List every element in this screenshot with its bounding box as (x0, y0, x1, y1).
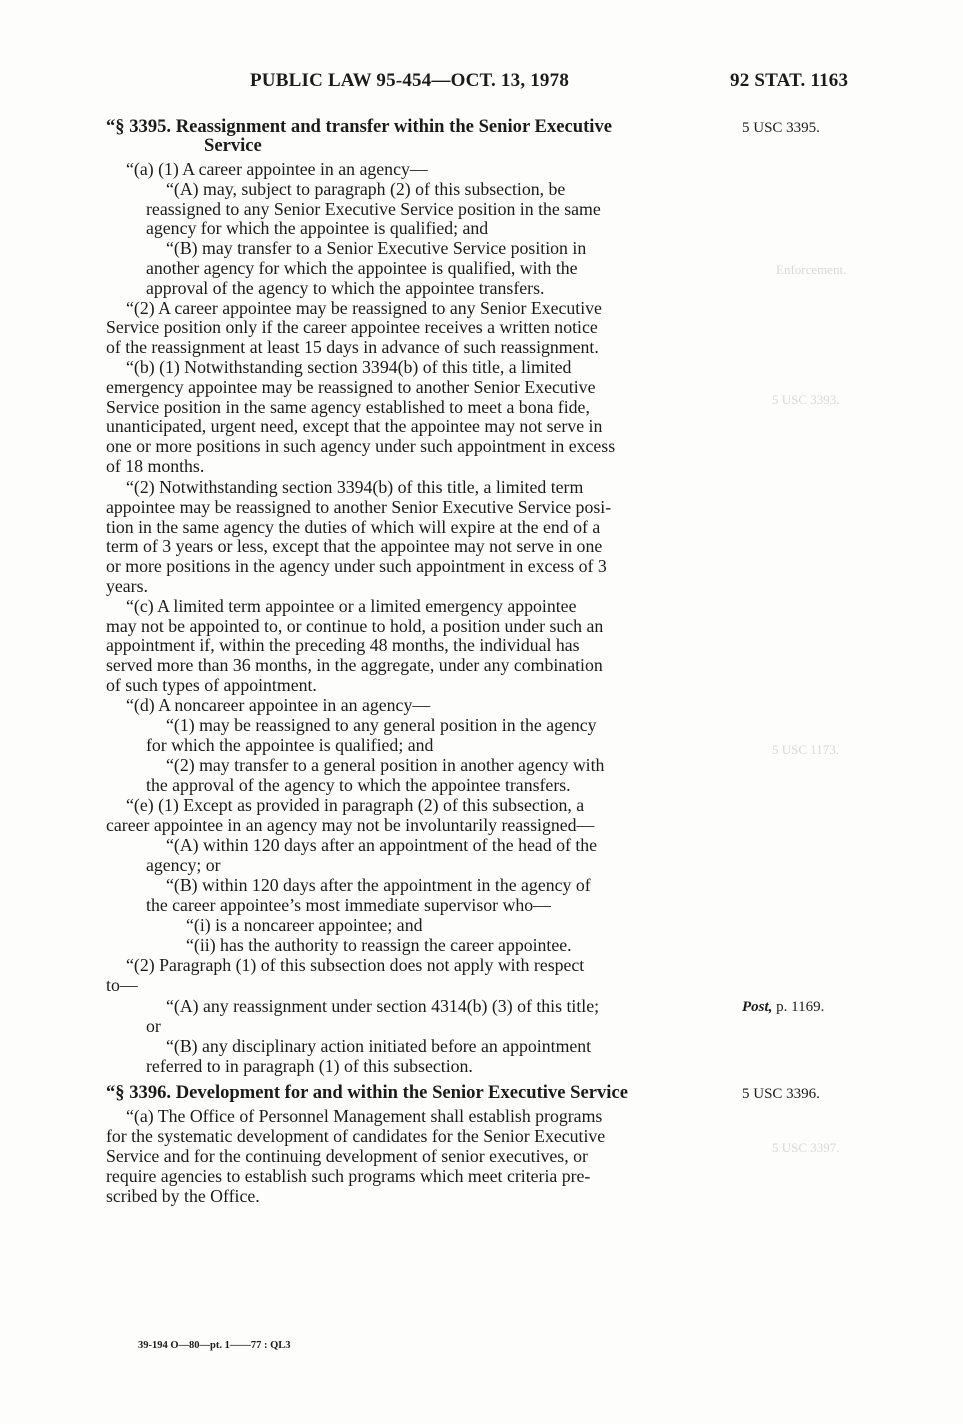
margin-note-post-page: p. 1169. (772, 999, 825, 1015)
text-line: of such types of appointment. (106, 675, 317, 695)
margin-note-usc-3396: 5 USC 3396. (742, 1086, 820, 1102)
text-line: the approval of the agency to which the appointee transfers. (146, 775, 571, 795)
text-line: scribed by the Office. (106, 1186, 260, 1206)
text-line: “(2) may transfer to a general position in another agency with (166, 755, 605, 775)
text-line: referred to in paragraph (1) of this subsection. (146, 1056, 473, 1076)
text-line: “(e) (1) Except as provided in paragraph (2) of this subsection, a (126, 795, 585, 815)
text-line: agency; or (146, 855, 221, 875)
text-line: Service and for the continuing development of senior executives, or (106, 1146, 588, 1166)
text-line: “(a) The Office of Personnel Management shall establish programs (126, 1106, 603, 1126)
text-line: Service position only if the career appointee receives a written notice (106, 317, 598, 337)
show-through-text: 5 USC 3397. (772, 1140, 840, 1155)
text-line: career appointee in an agency may not be involuntarily reassigned— (106, 815, 595, 835)
show-through-text: 5 USC 3393. (772, 392, 840, 407)
text-line: “(2) Notwithstanding section 3394(b) of this title, a limited term (126, 477, 584, 497)
text-line: approval of the agency to which the appointee transfers. (146, 278, 545, 298)
text-line: “(A) may, subject to paragraph (2) of this subsection, be (166, 179, 566, 199)
text-line: “(1) may be reassigned to any general position in the agency (166, 715, 597, 735)
text-line: to— (106, 975, 138, 995)
running-header-stat: 92 STAT. 1163 (730, 70, 849, 91)
text-line: for which the appointee is qualified; and (146, 735, 434, 755)
text-line: “(ii) has the authority to reassign the career appointee. (186, 935, 572, 955)
text-line: term of 3 years or less, except that the appointee may not serve in one (106, 536, 603, 556)
text-line: of 18 months. (106, 456, 205, 476)
text-line: served more than 36 months, in the aggregate, under any combination (106, 655, 603, 675)
text-line: tion in the same agency the duties of which will expire at the end of a (106, 517, 601, 537)
text-line: “(c) A limited term appointee or a limited emergency appointee (126, 596, 577, 616)
margin-note-usc-3395: 5 USC 3395. (742, 120, 820, 136)
text-line: “(b) (1) Notwithstanding section 3394(b) of this title, a limited (126, 357, 572, 377)
text-line: may not be appointed to, or continue to hold, a position under such an (106, 616, 604, 636)
text-line: “(A) any reassignment under section 4314(b) (3) of this title; (166, 996, 600, 1016)
text-line: appointee may be reassigned to another Senior Executive Service posi- (106, 497, 612, 517)
text-line: or more positions in the agency under such appointment in excess of 3 (106, 556, 607, 576)
text-line: unanticipated, urgent need, except that the appointee may not serve in (106, 416, 603, 436)
section-3396-heading: “§ 3396. Development for and within the Senior Executive Service (106, 1082, 628, 1103)
text-line: emergency appointee may be reassigned to another Senior Executive (106, 377, 596, 397)
text-line: “(B) may transfer to a Senior Executive Service position in (166, 238, 587, 258)
margin-note-post (742, 999, 824, 1016)
text-line: years. (106, 576, 148, 596)
margin-note-post-italic: Post, (742, 999, 773, 1015)
text-line: “(B) within 120 days after the appointment in the agency of (166, 875, 591, 895)
text-line: another agency for which the appointee is qualified, with the (146, 258, 578, 278)
section-3395-heading: “§ 3395. Reassignment and transfer within the Senior Executive (106, 116, 612, 137)
text-line: “(2) Paragraph (1) of this subsection does not apply with respect (126, 955, 585, 975)
text-line: Service position in the same agency established to meet a bona fide, (106, 397, 590, 417)
text-line: appointment if, within the preceding 48 months, the individual has (106, 635, 580, 655)
text-line: “(i) is a noncareer appointee; and (186, 915, 423, 935)
text-line: “(2) A career appointee may be reassigned to any Senior Executive (126, 298, 602, 318)
text-line: require agencies to establish such programs which meet criteria pre- (106, 1166, 591, 1186)
text-line: for the systematic development of candidates for the Senior Executive (106, 1126, 606, 1146)
section-3395-heading-cont: Service (204, 135, 262, 156)
text-line: agency for which the appointee is qualified; and (146, 218, 489, 238)
text-line: reassigned to any Senior Executive Service position in the same (146, 199, 601, 219)
text-line: “(B) any disciplinary action initiated before an appointment (166, 1036, 592, 1056)
text-line: or (146, 1016, 161, 1036)
text-line: the career appointee’s most immediate supervisor who— (146, 895, 551, 915)
text-line: “(d) A noncareer appointee in an agency— (126, 695, 431, 715)
text-line: of the reassignment at least 15 days in advance of such reassignment. (106, 337, 599, 357)
text-line: one or more positions in such agency under such appointment in excess (106, 436, 616, 456)
print-code-footer: 39-194 O—80—pt. 1——77 : QL3 (138, 1340, 291, 1351)
text-line: “(a) (1) A career appointee in an agency— (126, 159, 428, 179)
running-header-law: PUBLIC LAW 95-454—OCT. 13, 1978 (250, 70, 570, 91)
text-line: “(A) within 120 days after an appointment of the head of the (166, 835, 598, 855)
show-through-text: 5 USC 1173. (772, 742, 840, 757)
show-through-text: Enforcement. (776, 262, 847, 277)
